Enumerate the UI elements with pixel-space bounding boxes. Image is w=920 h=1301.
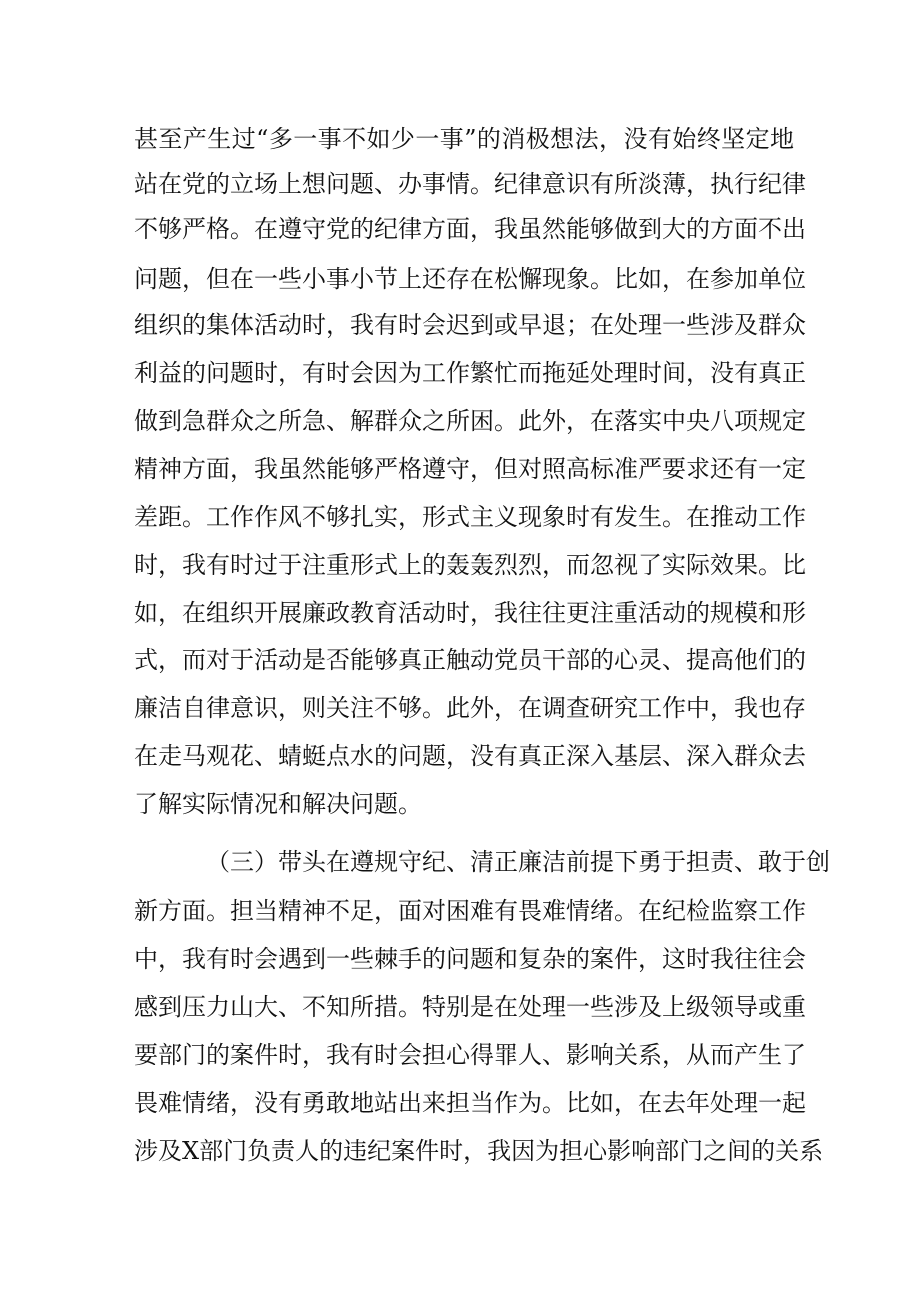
paragraph-1-line-5: 组织的集体活动时，我有时会迟到或早退；在处理一些涉及群众 [134, 311, 806, 339]
paragraph-1-line-10: 时，我有时过于注重形式上的轰轰烈烈，而忽视了实际效果。比 [134, 551, 806, 579]
paragraph-2-line-2: 新方面。担当精神不足，面对困难有畏难情绪。在纪检监察工作 [134, 897, 806, 925]
paragraph-1-line-2: 站在党的立场上想问题、办事情。纪律意识有所淡薄，执行纪律 [134, 170, 806, 198]
paragraph-2-line-1: （三）带头在遵规守纪、清正廉洁前提下勇于担责、敢于创 [206, 848, 830, 876]
paragraph-2-line-7: 涉及X部门负责人的违纪案件时，我因为担心影响部门之间的关系 [134, 1137, 824, 1165]
paragraph-1-line-4: 问题，但在一些小事小节上还存在松懈现象。比如，在参加单位 [134, 265, 806, 293]
paragraph-1-line-9: 差距。工作作风不够扎实，形式主义现象时有发生。在推动工作 [134, 503, 806, 531]
paragraph-1-line-7: 做到急群众之所急、解群众之所困。此外，在落实中央八项规定 [134, 407, 806, 435]
paragraph-1-line-11: 如，在组织开展廉政教育活动时，我往往更注重活动的规模和形 [134, 599, 806, 627]
paragraph-1-line-15: 了解实际情况和解决问题。 [134, 790, 422, 818]
paragraph-1-line-3: 不够严格。在遵守党的纪律方面，我虽然能够做到大的方面不出 [134, 215, 806, 243]
paragraph-2-line-5: 要部门的案件时，我有时会担心得罪人、影响关系，从而产生了 [134, 1041, 806, 1069]
paragraph-1-line-12: 式，而对于活动是否能够真正触动党员干部的心灵、提高他们的 [134, 646, 806, 674]
paragraph-1-line-8: 精神方面，我虽然能够严格遵守，但对照高标准严要求还有一定 [134, 455, 806, 483]
paragraph-1-line-14: 在走马观花、蜻蜓点水的问题，没有真正深入基层、深入群众去 [134, 742, 806, 770]
paragraph-1-line-1: 甚至产生过“多一事不如少一事”的消极想法，没有始终坚定地 [134, 125, 794, 153]
paragraph-1-line-6: 利益的问题时，有时会因为工作繁忙而拖延处理时间，没有真正 [134, 359, 806, 387]
paragraph-1-line-13: 廉洁自律意识，则关注不够。此外，在调查研究工作中，我也存 [134, 694, 806, 722]
paragraph-2-line-4: 感到压力山大、不知所措。特别是在处理一些涉及上级领导或重 [134, 993, 806, 1021]
paragraph-2-line-6: 畏难情绪，没有勇敢地站出来担当作为。比如，在去年处理一起 [134, 1089, 806, 1117]
paragraph-2-line-3: 中，我有时会遇到一些棘手的问题和复杂的案件，这时我往往会 [134, 945, 806, 973]
